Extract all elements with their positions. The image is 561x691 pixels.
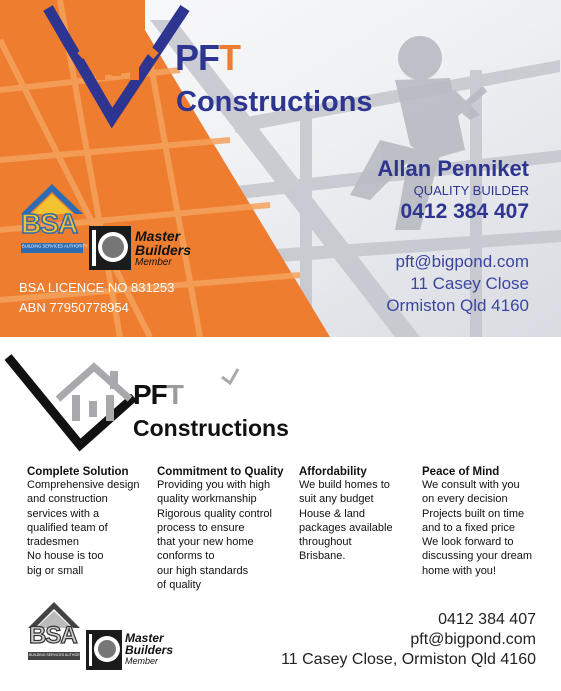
- licence-number: BSA LICENCE NO 831253: [19, 280, 175, 295]
- back-contact-phone[interactable]: 0412 384 407: [438, 611, 536, 628]
- bsa-logo-text: BSA: [21, 208, 78, 239]
- feature-body: Comprehensive design and construction services with a qualified team of tradesmen No house is too big or small: [27, 479, 140, 577]
- contact-street: 11 Casey Close: [410, 274, 529, 293]
- feature-title: Affordability: [299, 466, 367, 478]
- card-divider: [0, 337, 561, 349]
- master-builders-line3-back: Member: [125, 656, 159, 666]
- logo-v-shape-back: [8, 357, 134, 445]
- check-mark-graphic: [222, 369, 238, 383]
- business-card-front: [0, 0, 561, 337]
- master-builders-line3: Member: [135, 257, 172, 268]
- abn-number: ABN 77950778954: [19, 300, 129, 315]
- bsa-caption: BUILDING SERVICES AUTHORITY: [22, 244, 88, 249]
- contact-role: QUALITY BUILDER: [413, 183, 529, 198]
- back-contact-address: 11 Casey Close, Ormiston Qld 4160: [281, 651, 536, 668]
- master-builders-emblem: [89, 226, 131, 270]
- feature-title: Commitment to Quality: [157, 466, 284, 478]
- bsa-badge: [19, 182, 88, 274]
- back-logo-graphic: [0, 349, 260, 459]
- bsa-logo-text-back: BSA: [29, 622, 77, 649]
- brand-name-t: T: [219, 37, 241, 78]
- brand-subtitle: Constructions: [176, 86, 373, 118]
- bsa-badge-back: [26, 600, 86, 672]
- feature-title: Complete Solution: [27, 466, 129, 478]
- brand-name: [175, 38, 240, 78]
- master-builders-line2-back: Builders: [125, 643, 174, 657]
- master-builders-line1-back: Master: [125, 631, 164, 645]
- feature-column: [27, 466, 155, 578]
- back-brand-name-t: T: [166, 379, 183, 410]
- master-builders-line2: Builders: [135, 242, 192, 258]
- brand-name-pf: PF: [175, 37, 220, 78]
- feature-body: We consult with you on every decision Projects built on time and to a fixed price We look forward to discussing your dream home with you!: [422, 479, 533, 577]
- master-builders-badge-back: [86, 630, 186, 674]
- contact-name: Allan Penniket: [377, 156, 529, 181]
- feature-column: [299, 466, 417, 564]
- master-builders-emblem-back: [86, 630, 122, 670]
- feature-title: Peace of Mind: [422, 466, 500, 478]
- back-brand-name-pf: PF: [133, 379, 167, 410]
- house-icon: [74, 14, 174, 84]
- bsa-caption-bar: [21, 243, 88, 253]
- master-builders-badge: [89, 226, 199, 274]
- feature-body: Providing you with high quality workmanship Rigorous quality control process to ensure that your new home conforms to our high standards of quality: [157, 479, 272, 592]
- back-brand-name: [133, 379, 183, 411]
- feature-column: [422, 466, 552, 578]
- bsa-caption-bar-back: [28, 652, 86, 660]
- back-brand-subtitle: Constructions: [133, 415, 289, 441]
- contact-email[interactable]: pft@bigpond.com: [395, 252, 529, 271]
- feature-body: We build homes to suit any budget House & land packages available throughout Brisbane.: [299, 479, 393, 563]
- feature-column: [157, 466, 295, 592]
- business-card-back: [0, 349, 561, 691]
- contact-suburb: Ormiston Qld 4160: [386, 296, 529, 315]
- bsa-caption-back: BUILDING SERVICES AUTHORITY: [29, 653, 86, 658]
- contact-phone[interactable]: 0412 384 407: [400, 200, 529, 223]
- back-contact-email[interactable]: pft@bigpond.com: [410, 631, 536, 648]
- master-builders-line1: Master: [135, 228, 181, 244]
